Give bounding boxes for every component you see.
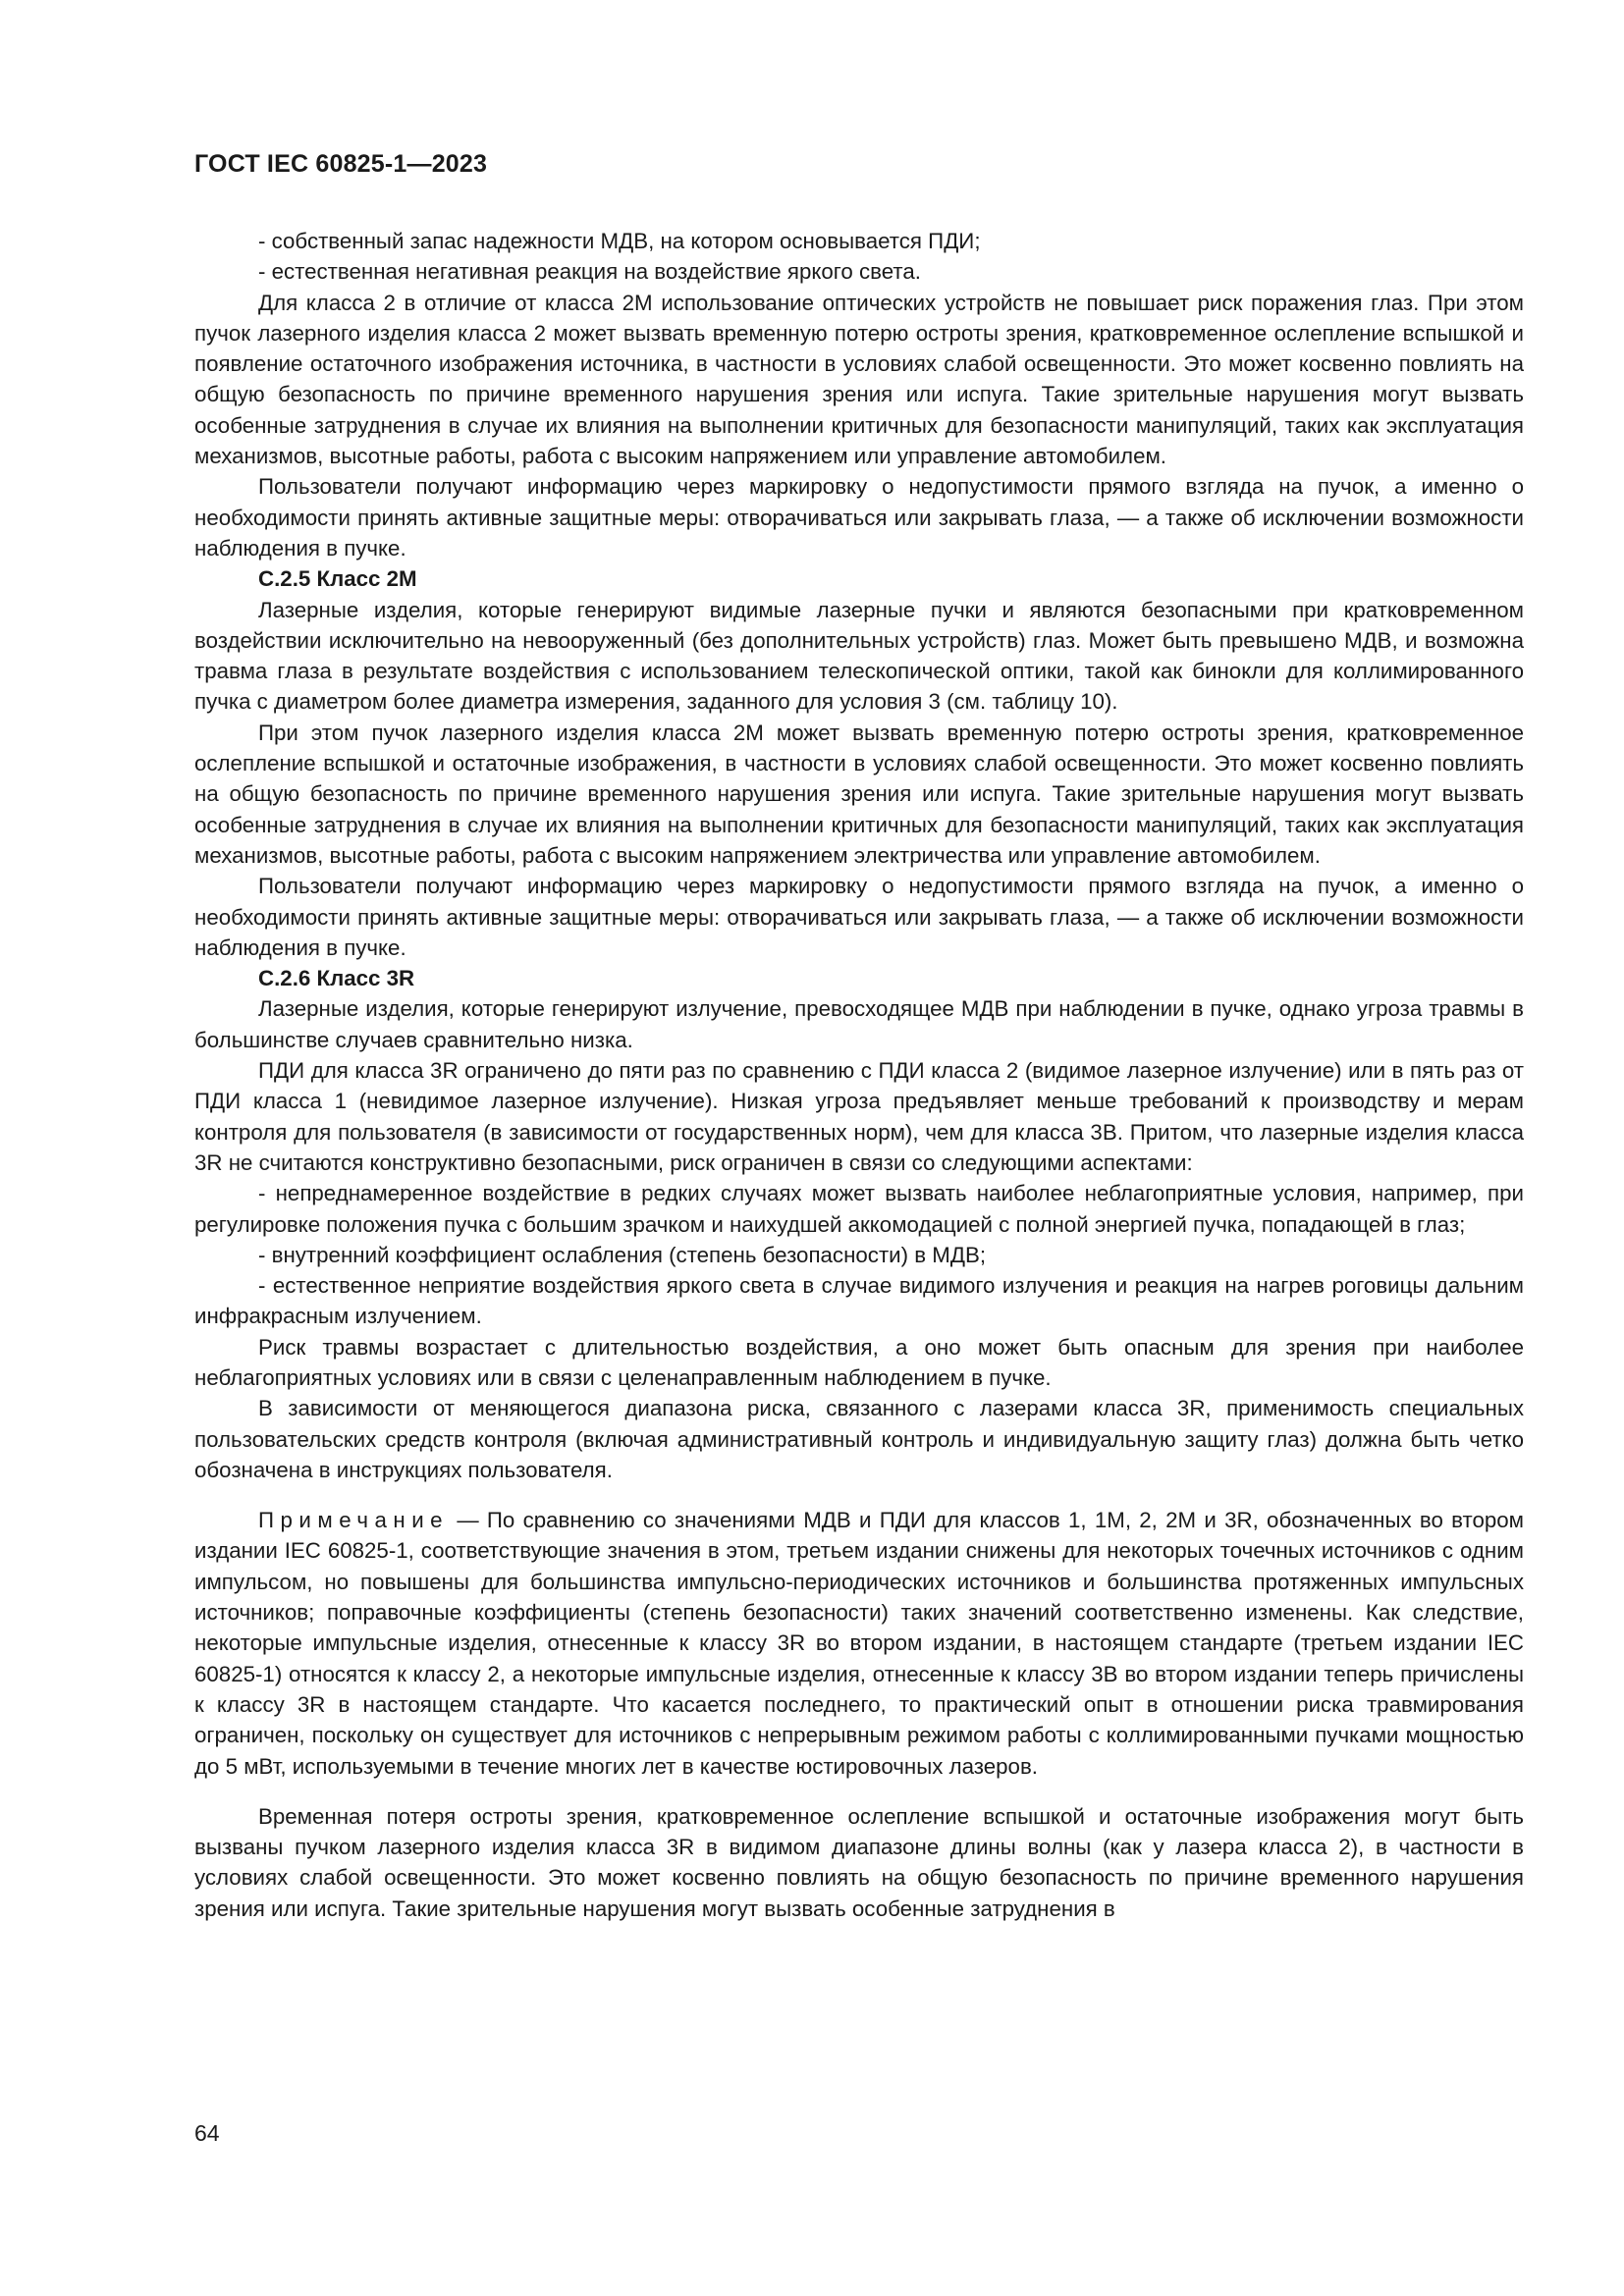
bullet-paragraph: - внутренний коэффициент ослабления (степень безопасности) в МДВ; — [258, 1242, 987, 1267]
note-label: Примечание — [258, 1508, 450, 1533]
section-heading-3r: С.2.6 Класс 3R — [258, 966, 415, 991]
body-paragraph: Временная потеря остроты зрения, кратковременное ослепление вспышкой и остаточные изображения могут быть вызваны пучком лазерного изделия класса 3R в видимом диапазоне длины волны (как у лазера класса 2), в частности в условиях слабой освещенности. Это может косвенно повлиять на общую безопасность по причине временного нарушения зрения или испуга. Такие зрительные нарушения могут вызвать особенные затруднения в — [194, 1803, 1524, 1921]
body-paragraph: В зависимости от меняющегося диапазона риска, связанного с лазерами класса 3R, применимость специальных пользовательских средств контроля (включая административный контроль и индивидуальную защиту глаз) должна быть четко обозначена в инструкциях пользователя. — [194, 1396, 1524, 1482]
note-paragraph — [194, 1505, 1524, 1782]
body-paragraph: ПДИ для класса 3R ограничено до пяти раз по сравнению с ПДИ класса 2 (видимое лазерное излучение) или в пять раз от ПДИ класса 1 (невидимое лазерное излучение). Низкая угроза предъявляет меньше требований к производству и мерам контроля для пользователя (в зависимости от государственных норм), чем для класса 3В. Притом, что лазерные изделия класса 3R не считаются конструктивно безопасными, риск ограничен в связи со следующими аспектами: — [194, 1058, 1524, 1175]
document-body — [194, 226, 1524, 1924]
body-paragraph: Для класса 2 в отличие от класса 2М использование оптических устройств не повышает риск поражения глаз. При этом пучок лазерного изделия класса 2 может вызвать временную потерю остроты зрения, кратковременное ослепление вспышкой и появление остаточного изображения источника, в частности в условиях слабой освещенности. Это может косвенно повлиять на общую безопасность по причине временного нарушения зрения или испуга. Такие зрительные нарушения могут вызвать особенные затруднения в случае их влияния на выполнении критичных для безопасности манипуляций, таких как эксплуатация механизмов, высотные работы, работа с высоким напряжением или управление автомобилем. — [194, 290, 1524, 469]
body-paragraph: Риск травмы возрастает с длительностью воздействия, а оно может быть опасным для зрения при наиболее неблагоприятных условиях или в связи с целенаправленным наблюдением в пучке. — [194, 1334, 1524, 1390]
note-text: — По сравнению со значениями МДВ и ПДИ для классов 1, 1М, 2, 2М и 3R, обозначенных во втором издании IEC 60825-1, соответствующие значения в этом, третьем издании снижены для некоторых точечных источников с одним импульсом, но повышены для большинства импульсно-периодических источников и большинства протяженных импульсных источников; поправочные коэффициенты (степень безопасности) таких значений соответственно изменены. Как следствие, некоторые импульсные изделия, отнесенные к классу 3R во втором издании, в настоящем стандарте (третьем издании IEC 60825-1) относятся к классу 2, а некоторые импульсные изделия, отнесенные к классу 3В во втором издании теперь причислены к классу 3R в настоящем стандарте. Что касается последнего, то практический опыт в отношении риска травмирования ограничен, поскольку он существует для источников с непрерывным режимом работы с коллимированными пучками мощностью до 5 мВт, используемыми в течение многих лет в качестве юстировочных лазеров. — [194, 1508, 1524, 1779]
document-header: ГОСТ IEC 60825-1—2023 — [194, 150, 488, 178]
bullet-paragraph: - непреднамеренное воздействие в редких случаях может вызвать наиболее неблагоприятные условия, например, при регулировке положения пучка с большим зрачком и наихудшей аккомодацией с полной энергией пучка, попадающей в глаз; — [194, 1181, 1524, 1237]
bullet-paragraph: - естественное неприятие воздействия яркого света в случае видимого излучения и реакция на нагрев роговицы дальним инфракрасным излучением. — [194, 1273, 1524, 1329]
body-paragraph: Пользователи получают информацию через маркировку о недопустимости прямого взгляда на пучок, а именно о необходимости принять активные защитные меры: отворачиваться или закрывать глаза, — а также об исключении возможности наблюдения в пучке. — [194, 874, 1524, 960]
section-heading-2m: С.2.5 Класс 2М — [258, 566, 417, 592]
page-number: 64 — [194, 2120, 220, 2146]
body-paragraph: При этом пучок лазерного изделия класса 2М может вызвать временную потерю остроты зрения, кратковременное ослепление вспышкой и остаточные изображения, в частности в условиях слабой освещенности. Это может косвенно повлиять на общую безопасность по причине временного нарушения зрения или испуга. Такие зрительные нарушения могут вызвать особенные затруднения в случае их влияния на выполнении критичных для безопасности манипуляций, таких как эксплуатация механизмов, высотные работы, работа с высоким напряжением электричества или управление автомобилем. — [194, 720, 1524, 868]
body-paragraph: Пользователи получают информацию через маркировку о недопустимости прямого взгляда на пучок, а именно о необходимости принять активные защитные меры: отворачиваться или закрывать глаза, — а также об исключении возможности наблюдения в пучке. — [194, 474, 1524, 561]
body-paragraph: Лазерные изделия, которые генерируют излучение, превосходящее МДВ при наблюдении в пучке, однако угроза травмы в большинстве случаев сравнительно низка. — [194, 996, 1524, 1052]
body-paragraph: Лазерные изделия, которые генерируют видимые лазерные пучки и являются безопасными при кратковременном воздействии исключительно на невооруженный (без дополнительных устройств) глаз. Может быть превышено МДВ, и возможна травма глаза в результате воздействия с использованием телескопической оптики, такой как бинокли для коллимированного пучка с диаметром более диаметра измерения, заданного для условия 3 (см. таблицу 10). — [194, 597, 1524, 715]
bullet-paragraph: - естественная негативная реакция на воздействие яркого света. — [258, 259, 921, 285]
bullet-paragraph: - собственный запас надежности МДВ, на котором основывается ПДИ; — [258, 229, 981, 253]
